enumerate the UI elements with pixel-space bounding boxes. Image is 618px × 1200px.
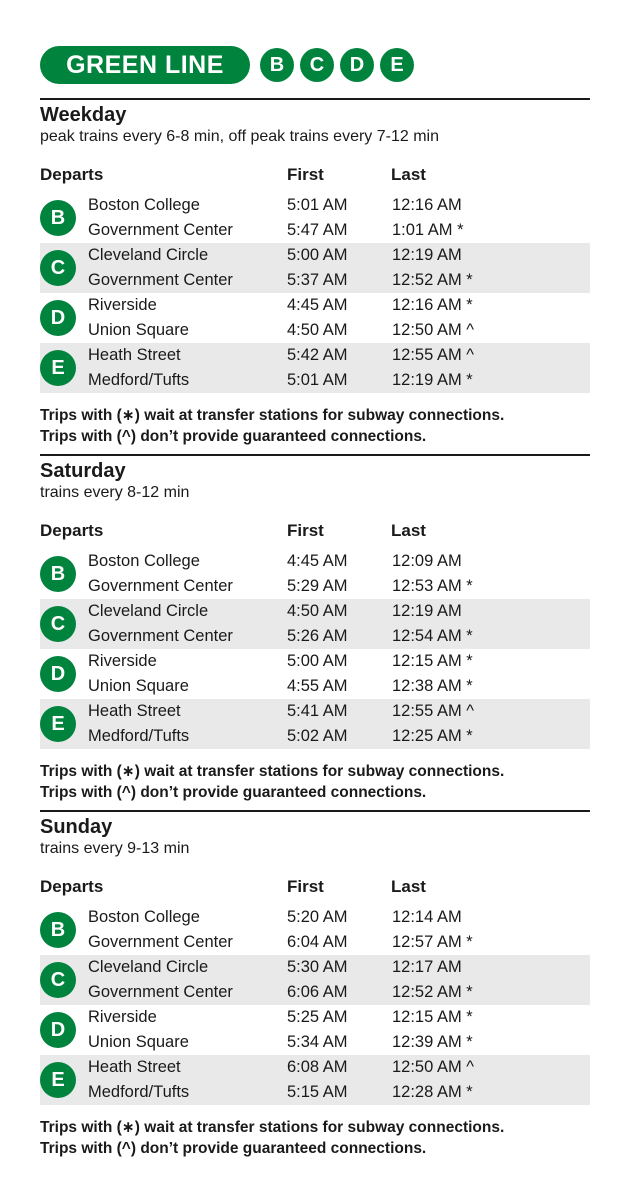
branch-badge: C <box>40 250 76 286</box>
table-header <box>40 519 590 543</box>
last-time: 12:57 AM * <box>392 933 473 951</box>
note-wait: Trips with (∗) wait at transfer stations for subway connections. <box>40 407 505 424</box>
first-time: 5:37 AM <box>287 271 348 289</box>
section-title: Sunday <box>40 816 113 838</box>
header-departs: Departs <box>40 521 104 540</box>
last-time: 12:16 AM <box>392 196 462 214</box>
branch-group-c <box>40 599 590 649</box>
note-wait: Trips with (∗) wait at transfer stations for subway connections. <box>40 1119 505 1136</box>
branch-group-e <box>40 699 590 749</box>
first-time: 5:34 AM <box>287 1033 348 1051</box>
table-row <box>40 955 590 980</box>
last-time: 12:15 AM * <box>392 652 473 670</box>
first-time: 5:41 AM <box>287 702 348 720</box>
last-time: 12:19 AM <box>392 602 462 620</box>
branch-group-b <box>40 549 590 599</box>
note-no-guarantee: Trips with (^) don’t provide guaranteed connections. <box>40 428 427 445</box>
branch-badge: E <box>40 706 76 742</box>
destination: Heath Street <box>88 702 181 720</box>
last-time: 12:17 AM <box>392 958 462 976</box>
table-row <box>40 574 590 599</box>
last-time: 1:01 AM * <box>392 221 464 239</box>
table-row <box>40 1080 590 1105</box>
destination: Government Center <box>88 627 233 645</box>
section-divider <box>40 98 590 100</box>
branch-badge-d: D <box>340 48 374 82</box>
table-header <box>40 163 590 187</box>
schedule-section <box>40 454 590 803</box>
table-row <box>40 699 590 724</box>
branch-badge-b: B <box>260 48 294 82</box>
note-no-guarantee: Trips with (^) don’t provide guaranteed connections. <box>40 784 427 801</box>
table-row <box>40 193 590 218</box>
note-wait: Trips with (∗) wait at transfer stations for subway connections. <box>40 763 505 780</box>
branch-group-b <box>40 193 590 243</box>
schedule-section <box>40 98 590 447</box>
last-time: 12:25 AM * <box>392 727 473 745</box>
section-frequency: peak trains every 6-8 min, off peak trains every 7-12 min <box>40 128 439 145</box>
table-row <box>40 624 590 649</box>
first-time: 5:02 AM <box>287 727 348 745</box>
header-last: Last <box>391 877 426 896</box>
table-row <box>40 268 590 293</box>
first-time: 5:47 AM <box>287 221 348 239</box>
first-time: 5:01 AM <box>287 371 348 389</box>
last-time: 12:14 AM <box>392 908 462 926</box>
last-time: 12:55 AM ^ <box>392 346 475 364</box>
destination: Heath Street <box>88 1058 181 1076</box>
table-header <box>40 875 590 899</box>
section-frequency: trains every 9-13 min <box>40 840 190 857</box>
table-row <box>40 549 590 574</box>
last-time: 12:39 AM * <box>392 1033 473 1051</box>
branch-badge: E <box>40 1062 76 1098</box>
line-header <box>40 45 414 85</box>
first-time: 5:01 AM <box>287 196 348 214</box>
branch-badge: D <box>40 1012 76 1048</box>
table-row <box>40 1055 590 1080</box>
first-time: 4:50 AM <box>287 602 348 620</box>
table-row <box>40 318 590 343</box>
destination: Medford/Tufts <box>88 727 190 745</box>
branch-badge: E <box>40 350 76 386</box>
destination: Union Square <box>88 321 189 339</box>
first-time: 5:15 AM <box>287 1083 348 1101</box>
header-first: First <box>287 877 324 896</box>
header-first: First <box>287 165 324 184</box>
last-time: 12:55 AM ^ <box>392 702 475 720</box>
connection-notes <box>40 761 590 803</box>
table-row <box>40 599 590 624</box>
section-frequency: trains every 8-12 min <box>40 484 190 501</box>
table-row <box>40 674 590 699</box>
first-time: 5:20 AM <box>287 908 348 926</box>
last-time: 12:50 AM ^ <box>392 321 475 339</box>
destination: Cleveland Circle <box>88 958 209 976</box>
section-divider <box>40 810 590 812</box>
branch-badge: B <box>40 556 76 592</box>
destination: Medford/Tufts <box>88 371 190 389</box>
table-row <box>40 905 590 930</box>
destination: Medford/Tufts <box>88 1083 190 1101</box>
last-time: 12:19 AM * <box>392 371 473 389</box>
first-time: 5:30 AM <box>287 958 348 976</box>
section-divider <box>40 454 590 456</box>
table-row <box>40 1030 590 1055</box>
destination: Union Square <box>88 1033 189 1051</box>
first-time: 4:45 AM <box>287 296 348 314</box>
destination: Boston College <box>88 196 200 214</box>
destination: Union Square <box>88 677 189 695</box>
table-row <box>40 724 590 749</box>
table-row <box>40 218 590 243</box>
destination: Boston College <box>88 552 200 570</box>
section-title: Weekday <box>40 104 127 126</box>
last-time: 12:09 AM <box>392 552 462 570</box>
note-no-guarantee: Trips with (^) don’t provide guaranteed connections. <box>40 1140 427 1157</box>
branch-badge: B <box>40 912 76 948</box>
branch-badge: D <box>40 300 76 336</box>
table-row <box>40 368 590 393</box>
last-time: 12:15 AM * <box>392 1008 473 1026</box>
table-row <box>40 243 590 268</box>
first-time: 5:26 AM <box>287 627 348 645</box>
last-time: 12:38 AM * <box>392 677 473 695</box>
first-time: 6:08 AM <box>287 1058 348 1076</box>
table-row <box>40 343 590 368</box>
last-time: 12:16 AM * <box>392 296 473 314</box>
destination: Riverside <box>88 652 157 670</box>
destination: Riverside <box>88 296 157 314</box>
first-time: 4:45 AM <box>287 552 348 570</box>
branch-badge: C <box>40 606 76 642</box>
first-time: 5:29 AM <box>287 577 348 595</box>
branch-badge: D <box>40 656 76 692</box>
first-time: 4:50 AM <box>287 321 348 339</box>
destination: Government Center <box>88 933 233 951</box>
branch-group-d <box>40 649 590 699</box>
first-time: 6:04 AM <box>287 933 348 951</box>
branch-badge: C <box>40 962 76 998</box>
table-row <box>40 930 590 955</box>
branch-group-e <box>40 1055 590 1105</box>
destination: Government Center <box>88 221 233 239</box>
branch-badge-c: C <box>300 48 334 82</box>
branch-group-c <box>40 955 590 1005</box>
last-time: 12:52 AM * <box>392 271 473 289</box>
header-last: Last <box>391 521 426 540</box>
section-title: Saturday <box>40 460 126 482</box>
last-time: 12:52 AM * <box>392 983 473 1001</box>
header-last: Last <box>391 165 426 184</box>
header-first: First <box>287 521 324 540</box>
first-time: 6:06 AM <box>287 983 348 1001</box>
destination: Cleveland Circle <box>88 602 209 620</box>
table-row <box>40 1005 590 1030</box>
connection-notes <box>40 405 590 447</box>
last-time: 12:53 AM * <box>392 577 473 595</box>
first-time: 5:25 AM <box>287 1008 348 1026</box>
destination: Government Center <box>88 983 233 1001</box>
branch-group-c <box>40 243 590 293</box>
table-row <box>40 293 590 318</box>
last-time: 12:54 AM * <box>392 627 473 645</box>
last-time: 12:50 AM ^ <box>392 1058 475 1076</box>
destination: Heath Street <box>88 346 181 364</box>
header-departs: Departs <box>40 877 104 896</box>
first-time: 5:42 AM <box>287 346 348 364</box>
last-time: 12:19 AM <box>392 246 462 264</box>
destination: Cleveland Circle <box>88 246 209 264</box>
branch-group-e <box>40 343 590 393</box>
destination: Government Center <box>88 271 233 289</box>
branch-group-b <box>40 905 590 955</box>
branch-group-d <box>40 1005 590 1055</box>
first-time: 5:00 AM <box>287 246 348 264</box>
branch-badge-e: E <box>380 48 414 82</box>
destination: Government Center <box>88 577 233 595</box>
destination: Boston College <box>88 908 200 926</box>
last-time: 12:28 AM * <box>392 1083 473 1101</box>
branch-group-d <box>40 293 590 343</box>
connection-notes <box>40 1117 590 1159</box>
table-row <box>40 649 590 674</box>
destination: Riverside <box>88 1008 157 1026</box>
line-name-pill: GREEN LINE <box>40 46 250 84</box>
branch-badge: B <box>40 200 76 236</box>
first-time: 5:00 AM <box>287 652 348 670</box>
first-time: 4:55 AM <box>287 677 348 695</box>
schedule-section <box>40 810 590 1159</box>
table-row <box>40 980 590 1005</box>
header-departs: Departs <box>40 165 104 184</box>
